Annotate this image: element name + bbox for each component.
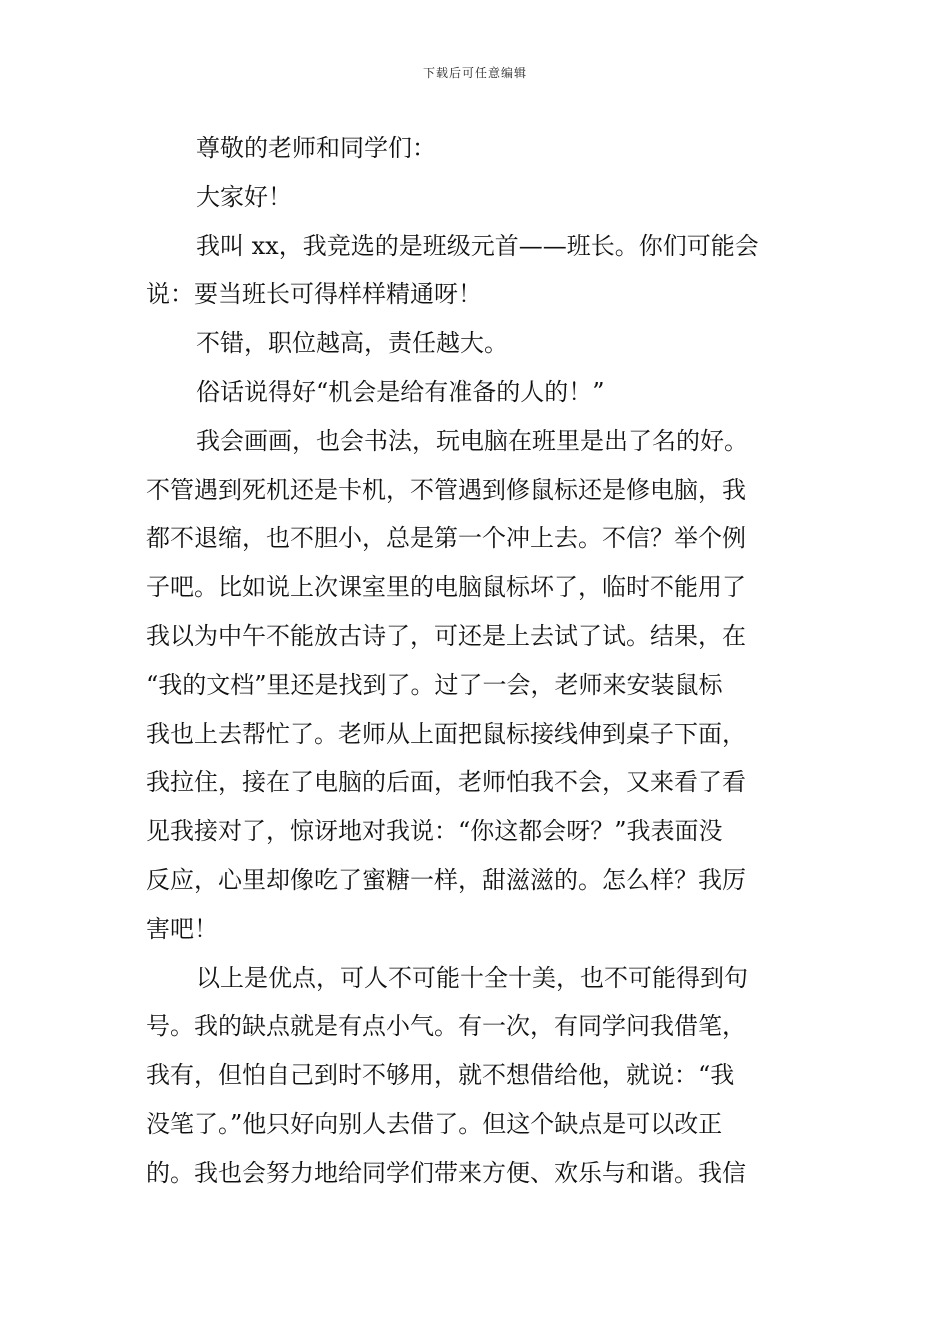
paragraph-weakness (146, 954, 806, 1198)
text-line: 以上是优点，可人不可能十全十美，也不可能得到句 (196, 963, 748, 992)
text-line: 见我接对了，惊讶地对我说：“你这都会呀？”我表面没 (146, 817, 723, 846)
paragraph-intro (146, 222, 806, 320)
text-line: 不错，职位越高，责任越大。 (196, 329, 508, 358)
text-line: 我以为中午不能放古诗了，可还是上去试了试。结果，在 (146, 621, 746, 650)
paragraph-proverb (146, 368, 806, 417)
text-line: 没笔了。”他只好向别人去借了。但这个缺点是可以改正 (146, 1109, 723, 1138)
paragraph-strengths (146, 417, 806, 954)
document-body (146, 124, 806, 1198)
text-line: 子吧。比如说上次课室里的电脑鼠标坏了，临时不能用了 (146, 573, 746, 602)
text-line: 的。我也会努力地给同学们带来方便、欢乐与和谐。我信 (146, 1158, 746, 1187)
text-line: 大家好！ (196, 182, 292, 211)
text-line: 说：要当班长可得样样精通呀！ (146, 280, 482, 309)
text-line: 都不退缩，也不胆小，总是第一个冲上去。不信？举个例 (146, 524, 746, 553)
page-header: 下载后可任意编辑 (422, 66, 527, 80)
text-line: 我会画画，也会书法，玩电脑在班里是出了名的好。 (196, 426, 748, 455)
paragraph-greeting (146, 173, 806, 222)
text-line: 我也上去帮忙了。老师从上面把鼠标接线伸到桌子下面， (146, 719, 746, 748)
text-line: 尊敬的老师和同学们： (196, 134, 436, 162)
text-line: 我有，但怕自己到时不够用，就不想借给他，就说：“我 (146, 1061, 735, 1090)
text-line: “我的文档”里还是找到了。过了一会，老师来安装鼠标 (146, 670, 723, 699)
text-line: 不管遇到死机还是卡机，不管遇到修鼠标还是修电脑，我 (146, 475, 746, 504)
paragraph-responsibility (146, 319, 806, 368)
text-line: 我拉住，接在了电脑的后面，老师怕我不会，又来看了看 (146, 768, 746, 797)
text-line: 号。我的缺点就是有点小气。有一次，有同学问我借笔， (146, 1012, 746, 1041)
text-line: 俗话说得好“机会是给有准备的人的！” (196, 377, 605, 406)
text-line: 反应，心里却像吃了蜜糖一样，甜滋滋的。怎么样？我厉 (146, 865, 746, 894)
text-line: 我叫 xx，我竞选的是班级元首——班长。你们可能会 (196, 231, 759, 260)
paragraph-salutation (146, 124, 806, 173)
text-line: 害吧！ (146, 914, 218, 943)
